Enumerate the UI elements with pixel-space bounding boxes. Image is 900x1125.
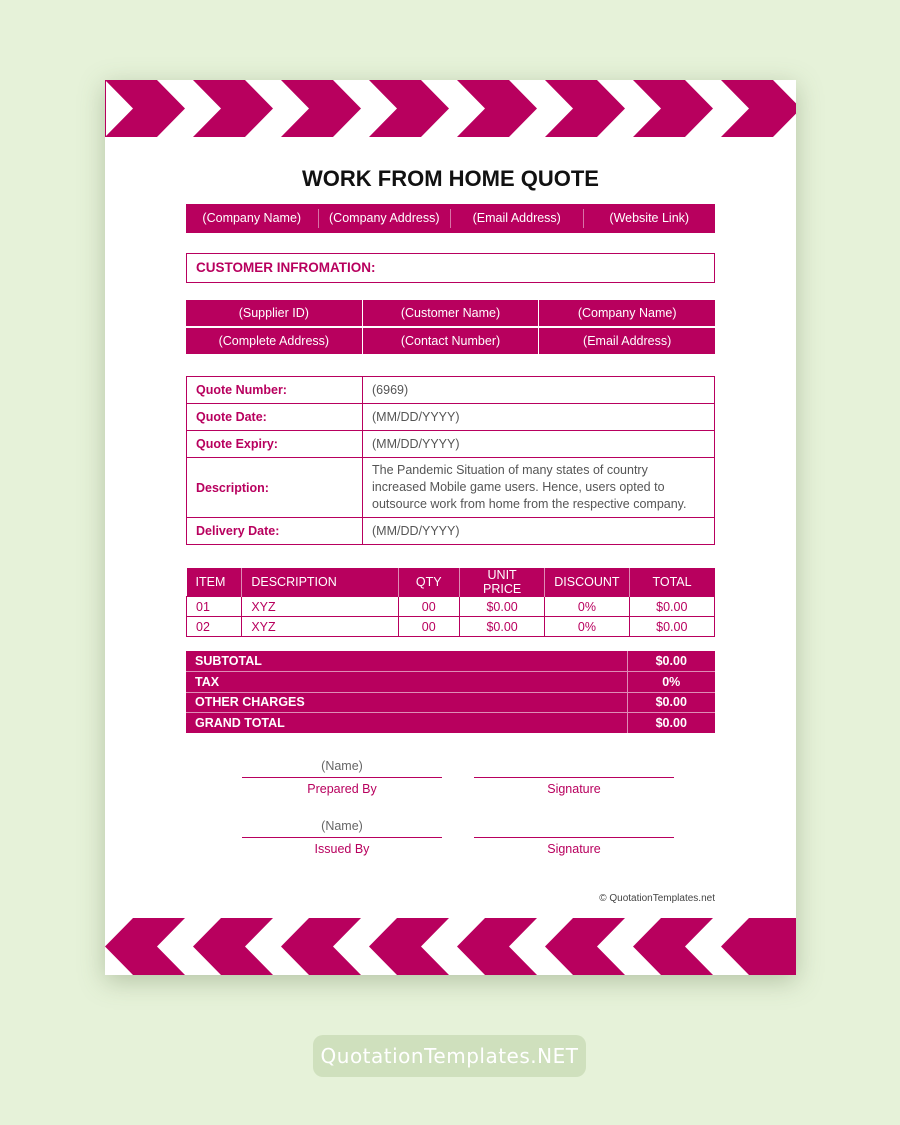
chevron-band-top <box>105 80 796 137</box>
supplier-id: (Supplier ID) <box>186 300 362 326</box>
quote-expiry-value: (MM/DD/YYYY) <box>363 431 715 458</box>
customer-info-heading: CUSTOMER INFROMATION: <box>186 253 715 283</box>
tax-row <box>186 672 715 693</box>
customer-info-grid <box>186 300 715 354</box>
totals-table <box>186 651 715 734</box>
issued-name-line <box>242 837 442 838</box>
cell-item: 02 <box>187 617 242 637</box>
customer-contact: (Contact Number) <box>363 328 539 354</box>
description-value: The Pandemic Situation of many states of country increased Mobile game users. Hence, users opted to outsource work from home from the respective company. <box>363 458 715 518</box>
chevron-left-pattern <box>105 918 796 975</box>
prepared-signature-caption: Signature <box>547 782 601 796</box>
table-row <box>187 617 715 637</box>
quote-date-value: (MM/DD/YYYY) <box>363 404 715 431</box>
col-header-discount: DISCOUNT <box>545 568 629 597</box>
issued-signature-caption: Signature <box>547 842 601 856</box>
quote-number-value: (6969) <box>363 377 715 404</box>
cell-item: 01 <box>187 597 242 617</box>
cell-description: XYZ <box>242 617 398 637</box>
cell-qty: 00 <box>398 617 459 637</box>
prepared-signature-line <box>474 777 674 778</box>
col-header-total: TOTAL <box>629 568 714 597</box>
company-website: (Website Link) <box>609 211 690 225</box>
issued-signature-block <box>474 819 674 856</box>
other-charges-label: OTHER CHARGES <box>186 692 627 713</box>
col-header-description: DESCRIPTION <box>242 568 398 597</box>
brand-watermark: QuotationTemplates.NET <box>313 1035 586 1077</box>
cell-description: XYZ <box>242 597 398 617</box>
issued-by-caption: Issued By <box>314 842 370 856</box>
company-info-bar <box>186 204 715 233</box>
cell-qty: 00 <box>398 597 459 617</box>
prepared-by-caption: Prepared By <box>307 782 377 796</box>
issued-signature-line <box>474 837 674 838</box>
company-name: (Company Name) <box>186 209 319 228</box>
cell-total: $0.00 <box>629 597 714 617</box>
tax-label: TAX <box>186 672 627 693</box>
items-header-row <box>187 568 715 597</box>
cell-discount: 0% <box>545 617 629 637</box>
quote-info-table <box>186 376 715 545</box>
prepared-by-block <box>242 759 442 796</box>
col-header-item: ITEM <box>187 568 242 597</box>
quote-date-row <box>187 404 715 431</box>
cell-discount: 0% <box>545 597 629 617</box>
customer-email: (Email Address) <box>539 328 715 354</box>
grand-total-label: GRAND TOTAL <box>186 713 627 734</box>
cell-total: $0.00 <box>629 617 714 637</box>
tax-value: 0% <box>627 672 715 693</box>
customer-name: (Customer Name) <box>363 300 539 326</box>
chevron-band-bottom <box>105 918 796 975</box>
grand-total-row <box>186 713 715 734</box>
issued-by-block <box>242 819 442 856</box>
subtotal-value: $0.00 <box>627 651 715 672</box>
other-charges-row <box>186 692 715 713</box>
grand-total-value: $0.00 <box>627 713 715 734</box>
copyright-text: © QuotationTemplates.net <box>599 893 715 904</box>
other-charges-value: $0.00 <box>627 692 715 713</box>
cell-unit-price: $0.00 <box>459 597 544 617</box>
delivery-date-value: (MM/DD/YYYY) <box>363 518 715 545</box>
delivery-date-label: Delivery Date: <box>187 518 363 545</box>
cell-unit-price: $0.00 <box>459 617 544 637</box>
description-row <box>187 458 715 518</box>
description-label: Description: <box>187 458 363 518</box>
col-header-qty: QTY <box>398 568 459 597</box>
document-title: WORK FROM HOME QUOTE <box>302 166 599 191</box>
quote-expiry-row <box>187 431 715 458</box>
customer-address: (Complete Address) <box>186 328 362 354</box>
issued-name: (Name) <box>321 819 363 833</box>
chevron-right-pattern <box>105 80 796 137</box>
quote-expiry-label: Quote Expiry: <box>187 431 363 458</box>
delivery-date-row <box>187 518 715 545</box>
col-header-unit-price: UNIT PRICE <box>459 568 544 597</box>
prepared-name-line <box>242 777 442 778</box>
subtotal-row <box>186 651 715 672</box>
company-address: (Company Address) <box>319 209 452 228</box>
company-email: (Email Address) <box>451 209 584 228</box>
quote-number-row <box>187 377 715 404</box>
table-row <box>187 597 715 617</box>
subtotal-label: SUBTOTAL <box>186 651 627 672</box>
quote-date-label: Quote Date: <box>187 404 363 431</box>
quote-document <box>105 80 796 975</box>
quote-number-label: Quote Number: <box>187 377 363 404</box>
customer-company-name: (Company Name) <box>539 300 715 326</box>
prepared-name: (Name) <box>321 759 363 773</box>
items-table <box>186 568 715 637</box>
prepared-signature-block <box>474 759 674 796</box>
